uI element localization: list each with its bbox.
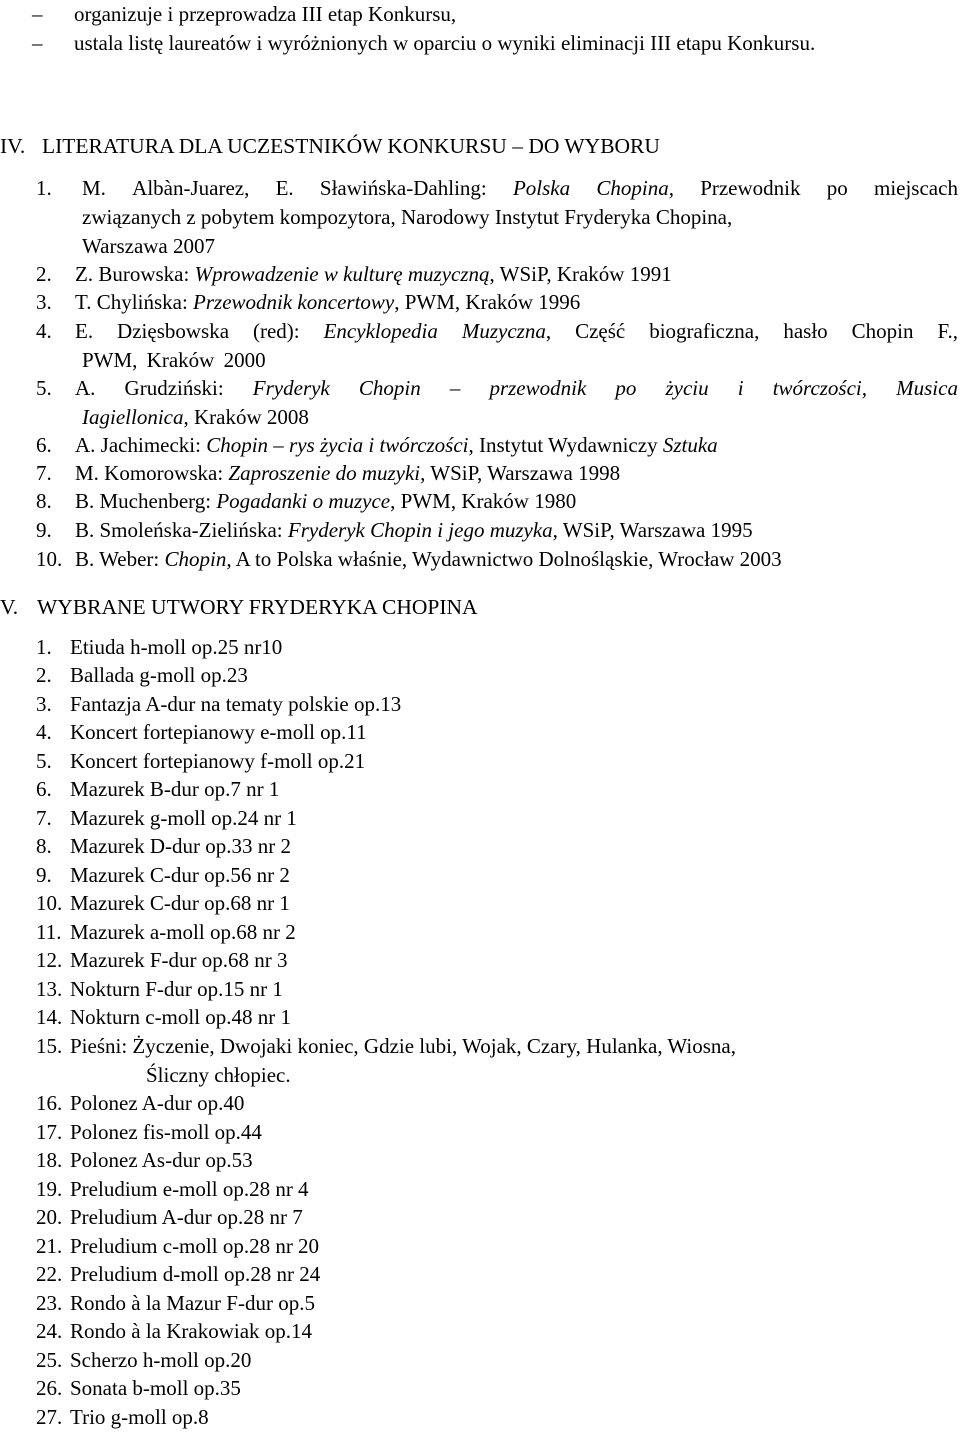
- work-number: 21.: [36, 1234, 63, 1258]
- work-number: 22.: [36, 1262, 63, 1286]
- ref-continuation: związanych z pobytem kompozytora, Narodowy Instytut Fryderyka Chopina,: [82, 205, 733, 229]
- ref-publisher: WSiP, Warszawa 1998: [425, 461, 621, 485]
- work-item: Mazurek D-dur op.33 nr 2: [70, 834, 292, 858]
- work-number: 15.: [36, 1034, 63, 1058]
- ref-publisher: WSiP, Warszawa 1995: [557, 518, 753, 542]
- ref-publisher: , PWM, Kraków 1996: [394, 290, 581, 314]
- work-number: 23.: [36, 1291, 63, 1315]
- ref-title: Wprowadzenie w kulturę muzyczną: [194, 262, 490, 286]
- work-item: Preludium c-moll op.28 nr 20: [70, 1234, 320, 1258]
- ref-line-1: [82, 178, 958, 199]
- ref-word: A.: [75, 376, 96, 400]
- section-number: IV.: [0, 134, 26, 158]
- reference-item: [75, 520, 753, 541]
- list-bullet: –: [32, 31, 43, 55]
- ref-word: E.: [75, 319, 94, 343]
- work-item: Mazurek B-dur op.7 nr 1: [70, 777, 280, 801]
- ref-word: hasło: [783, 319, 828, 343]
- work-item: Rondo à la Krakowiak op.14: [70, 1319, 313, 1343]
- ref-title: Chopin – rys życia i twórczości: [206, 433, 469, 457]
- work-item: Rondo à la Mazur F-dur op.5: [70, 1291, 315, 1315]
- work-item: Polonez fis-moll op.44: [70, 1120, 262, 1144]
- work-number: 11.: [36, 920, 62, 944]
- list-bullet: –: [32, 2, 43, 26]
- work-number: 20.: [36, 1205, 63, 1229]
- ref-word: i: [737, 376, 744, 400]
- ref-word: Encyklopedia: [323, 319, 438, 343]
- work-number: 10.: [36, 891, 63, 915]
- section-number: V.: [0, 595, 19, 619]
- ref-word: (red):: [253, 319, 300, 343]
- ref-number: 2.: [36, 262, 52, 286]
- ref-word: życiu: [665, 376, 709, 400]
- ref-publisher: A to Polska właśnie, Wydawnictwo Dolnośląskie, Wrocław 2003: [231, 547, 782, 571]
- intro-item: ustala listę laureatów i wyróżnionych w oparciu o wyniki eliminacji III etapu Konkursu.: [74, 31, 816, 55]
- work-item: Mazurek g-moll op.24 nr 1: [70, 806, 297, 830]
- ref-publisher: , Instytut Wydawniczy: [468, 433, 663, 457]
- ref-title: Przewodnik koncertowy: [193, 290, 395, 314]
- work-number: 14.: [36, 1005, 63, 1029]
- ref-title: Iagiellonica: [82, 405, 184, 429]
- ref-author-part: Sławińska-Dahling:: [319, 176, 487, 200]
- ref-title: Fryderyk Chopin i jego muzyka,: [287, 518, 558, 542]
- work-item: Mazurek F-dur op.68 nr 3: [70, 948, 288, 972]
- ref-publisher: , Kraków 2008: [183, 405, 309, 429]
- ref-title: Chopin,: [164, 547, 232, 571]
- ref-word: Chopin: [358, 376, 421, 400]
- work-item: Nokturn c-moll op.48 nr 1: [70, 1005, 292, 1029]
- ref-continuation: Warszawa 2007: [82, 234, 216, 258]
- reference-item: [75, 435, 718, 456]
- work-item: Mazurek a-moll op.68 nr 2: [70, 920, 296, 944]
- work-number: 24.: [36, 1319, 63, 1343]
- ref-title: Pogadanki o muzyce: [216, 489, 391, 513]
- work-item: Scherzo h-moll op.20: [70, 1348, 252, 1372]
- work-item: Preludium e-moll op.28 nr 4: [70, 1177, 309, 1201]
- work-number: 1.: [36, 635, 52, 659]
- work-item: Fantazja A-dur na tematy polskie op.13: [70, 692, 402, 716]
- work-item: Preludium d-moll op.28 nr 24: [70, 1262, 321, 1286]
- ref-number: 4.: [36, 319, 52, 343]
- work-item: Polonez As-dur op.53: [70, 1148, 253, 1172]
- work-item: Trio g-moll op.8: [70, 1405, 209, 1429]
- ref-title-part: Chopina,: [596, 176, 674, 200]
- ref-rest-part: po: [826, 176, 848, 200]
- ref-series: Sztuka: [662, 433, 718, 457]
- ref-publisher: , WSiP, Kraków 1991: [489, 262, 672, 286]
- work-item: Pieśni: Życzenie, Dwojaki koniec, Gdzie lubi, Wojak, Czary, Hulanka, Wiosna,: [70, 1034, 736, 1058]
- ref-author: M. Komorowska:: [75, 461, 229, 485]
- work-number: 27.: [36, 1405, 63, 1429]
- ref-title-part: Polska: [512, 176, 571, 200]
- ref-word: Fryderyk: [252, 376, 330, 400]
- ref-author-part: Albàn-Juarez,: [132, 176, 250, 200]
- reference-item: [75, 491, 576, 512]
- work-item: Sonata b-moll op.35: [70, 1376, 241, 1400]
- ref-rest-part: miejscach: [873, 176, 958, 200]
- work-number: 5.: [36, 749, 52, 773]
- work-item: Mazurek C-dur op.56 nr 2: [70, 863, 290, 887]
- work-number: 9.: [36, 863, 52, 887]
- ref-word: po: [615, 376, 637, 400]
- ref-number: 10.: [36, 547, 63, 571]
- ref-word: Grudziński:: [124, 376, 224, 400]
- work-item: Ballada g-moll op.23: [70, 663, 248, 687]
- reference-item: [75, 292, 580, 313]
- work-item: Preludium A-dur op.28 nr 7: [70, 1205, 303, 1229]
- ref-number: 3.: [36, 290, 52, 314]
- ref-word: twórczości,: [772, 376, 868, 400]
- ref-publisher: , PWM, Kraków 1980: [390, 489, 577, 513]
- reference-item: [75, 321, 958, 342]
- ref-continuation: [82, 407, 309, 428]
- ref-number: 7.: [36, 461, 52, 485]
- ref-word: Muzyczna,: [461, 319, 552, 343]
- work-number: 2.: [36, 663, 52, 687]
- ref-number: 8.: [36, 489, 52, 513]
- ref-author-part: M.: [82, 176, 106, 200]
- section-title: WYBRANE UTWORY FRYDERYKA CHOPINA: [37, 595, 478, 619]
- work-number: 12.: [36, 948, 63, 972]
- section-title: LITERATURA DLA UCZESTNIKÓW KONKURSU – DO WYBORU: [42, 134, 660, 158]
- reference-item: [75, 264, 672, 285]
- work-number: 19.: [36, 1177, 63, 1201]
- work-number: 7.: [36, 806, 52, 830]
- work-item: Etiuda h-moll op.25 nr10: [70, 635, 283, 659]
- work-number: 8.: [36, 834, 52, 858]
- ref-continuation: PWM, Kraków 2000: [82, 348, 266, 372]
- ref-number: 5.: [36, 376, 52, 400]
- work-item: Koncert fortepianowy f-moll op.21: [70, 749, 366, 773]
- work-item-continuation: Śliczny chłopiec.: [146, 1063, 291, 1087]
- reference-item: [75, 463, 620, 484]
- ref-author: B. Muchenberg:: [75, 489, 217, 513]
- ref-word: biograficzna,: [649, 319, 760, 343]
- work-number: 4.: [36, 720, 52, 744]
- ref-number: 9.: [36, 518, 52, 542]
- ref-rest-part: Przewodnik: [700, 176, 801, 200]
- ref-author: A. Jachimecki:: [75, 433, 207, 457]
- ref-word: przewodnik: [489, 376, 587, 400]
- ref-author: B. Smoleńska-Zielińska:: [75, 518, 288, 542]
- ref-author: T. Chylińska:: [75, 290, 194, 314]
- work-item: Nokturn F-dur op.15 nr 1: [70, 977, 283, 1001]
- ref-number: 1.: [36, 176, 52, 200]
- work-number: 26.: [36, 1376, 63, 1400]
- ref-word: Musica: [896, 376, 958, 400]
- ref-author: Z. Burowska:: [75, 262, 195, 286]
- ref-word: Dzięsbowska: [117, 319, 230, 343]
- work-number: 17.: [36, 1120, 63, 1144]
- work-item: Polonez A-dur op.40: [70, 1091, 245, 1115]
- ref-title: Zaproszenie do muzyki,: [228, 461, 426, 485]
- work-item: Koncert fortepianowy e-moll op.11: [70, 720, 367, 744]
- work-number: 3.: [36, 692, 52, 716]
- work-number: 13.: [36, 977, 63, 1001]
- ref-word: F.,: [937, 319, 958, 343]
- ref-number: 6.: [36, 433, 52, 457]
- ref-word: –: [449, 376, 461, 400]
- work-number: 16.: [36, 1091, 63, 1115]
- ref-word: Chopin: [851, 319, 914, 343]
- reference-item: [75, 378, 958, 399]
- ref-author: B. Weber:: [75, 547, 165, 571]
- work-number: 25.: [36, 1348, 63, 1372]
- work-number: 6.: [36, 777, 52, 801]
- intro-item: organizuje i przeprowadza III etap Konkursu,: [74, 2, 457, 26]
- work-number: 18.: [36, 1148, 63, 1172]
- work-item: Mazurek C-dur op.68 nr 1: [70, 891, 290, 915]
- reference-item: [75, 549, 782, 570]
- ref-author-part: E.: [275, 176, 294, 200]
- ref-word: Część: [575, 319, 626, 343]
